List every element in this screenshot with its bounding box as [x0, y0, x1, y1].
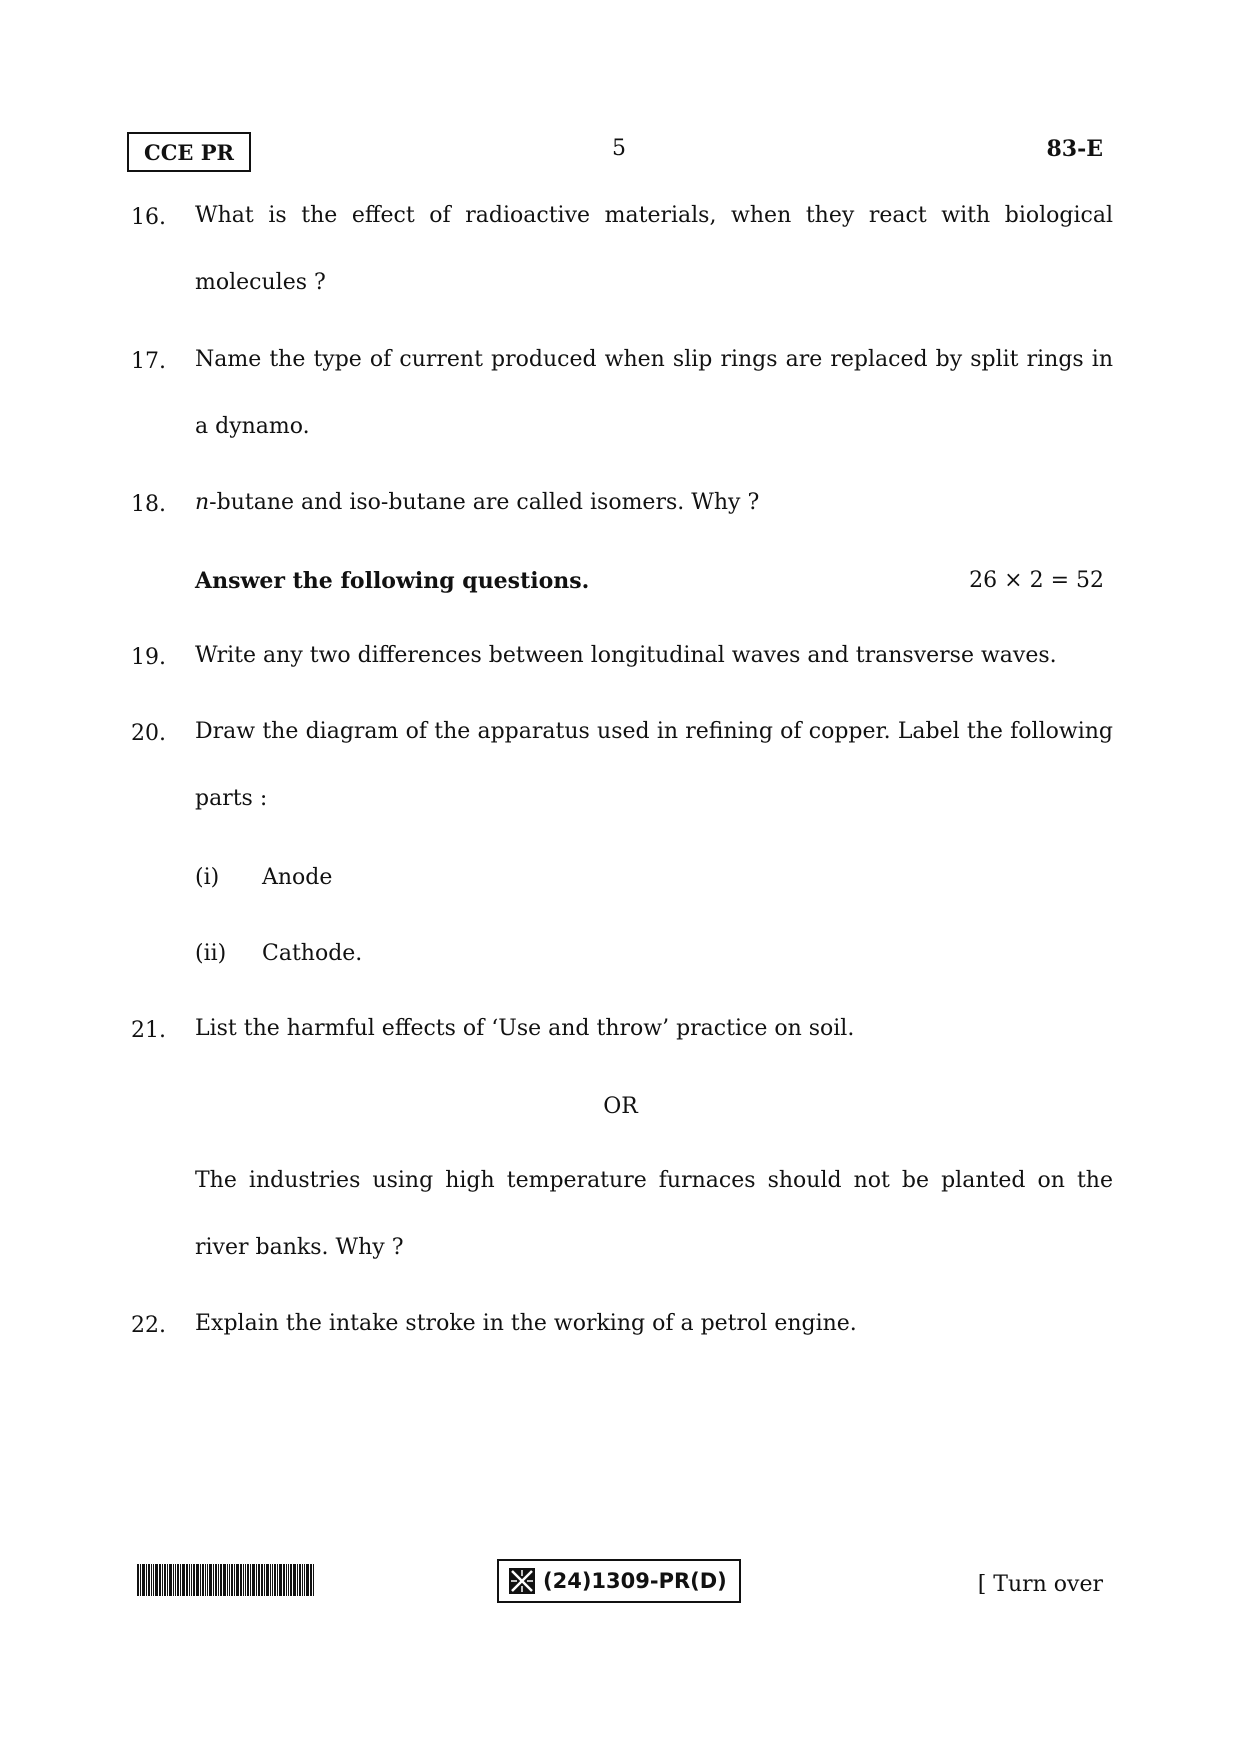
question-22-text: Explain the intake stroke in the working of a petrol engine.: [195, 1311, 857, 1336]
question-16-number: 16.: [131, 205, 166, 230]
or-separator: OR: [603, 1094, 638, 1119]
question-18-text: [195, 492, 1113, 514]
question-20-text-line2: parts :: [195, 786, 268, 811]
paper-symbol-icon: [509, 1568, 535, 1594]
question-16-text-line1: What is the effect of radioactive materials, when they react with biological: [195, 203, 1113, 228]
question-18-number: 18.: [131, 492, 166, 517]
section-marks: 26 × 2 = 52: [969, 568, 1104, 593]
question-21-number: 21.: [131, 1018, 166, 1043]
question-16-text-line2: molecules ?: [195, 270, 326, 295]
question-17-text-line1: Name the type of current produced when slip rings are replaced by split rings in: [195, 347, 1113, 372]
question-paper-code: (24)1309-PR(D): [543, 1569, 727, 1593]
question-21-text: List the harmful effects of ‘Use and throw’ practice on soil.: [195, 1016, 855, 1041]
question-22-number: 22.: [131, 1313, 166, 1338]
paper-series-code: CCE PR: [127, 132, 251, 172]
question-20-part-i-number: (i): [195, 865, 220, 890]
paper-code: 83-E: [1046, 136, 1103, 162]
question-17-number: 17.: [131, 349, 166, 374]
question-20-number: 20.: [131, 721, 166, 746]
question-21-alt-text-line1: The industries using high temperature furnaces should not be planted on the: [195, 1168, 1113, 1193]
page-number: 5: [612, 136, 626, 161]
question-18-text-rest: -butane and iso-butane are called isomers. Why ?: [209, 490, 760, 515]
barcode: [137, 1564, 379, 1596]
question-20-text-line1: Draw the diagram of the apparatus used in refining of copper. Label the following: [195, 719, 1113, 744]
question-20-part-i-label: Anode: [262, 865, 333, 890]
question-20-part-ii-number: (ii): [195, 941, 227, 966]
section-instruction: Answer the following questions.: [195, 568, 590, 594]
question-19-text: Write any two differences between longitudinal waves and transverse waves.: [195, 643, 1057, 668]
question-21-alt-text-line2: river banks. Why ?: [195, 1235, 404, 1260]
question-20-part-ii-label: Cathode.: [262, 941, 363, 966]
question-19-number: 19.: [131, 645, 166, 670]
turn-over-label: [ Turn over: [977, 1572, 1103, 1597]
question-paper-code-box: [497, 1559, 741, 1603]
question-18-italic-n: n: [195, 490, 210, 515]
question-17-text-line2: a dynamo.: [195, 414, 310, 439]
